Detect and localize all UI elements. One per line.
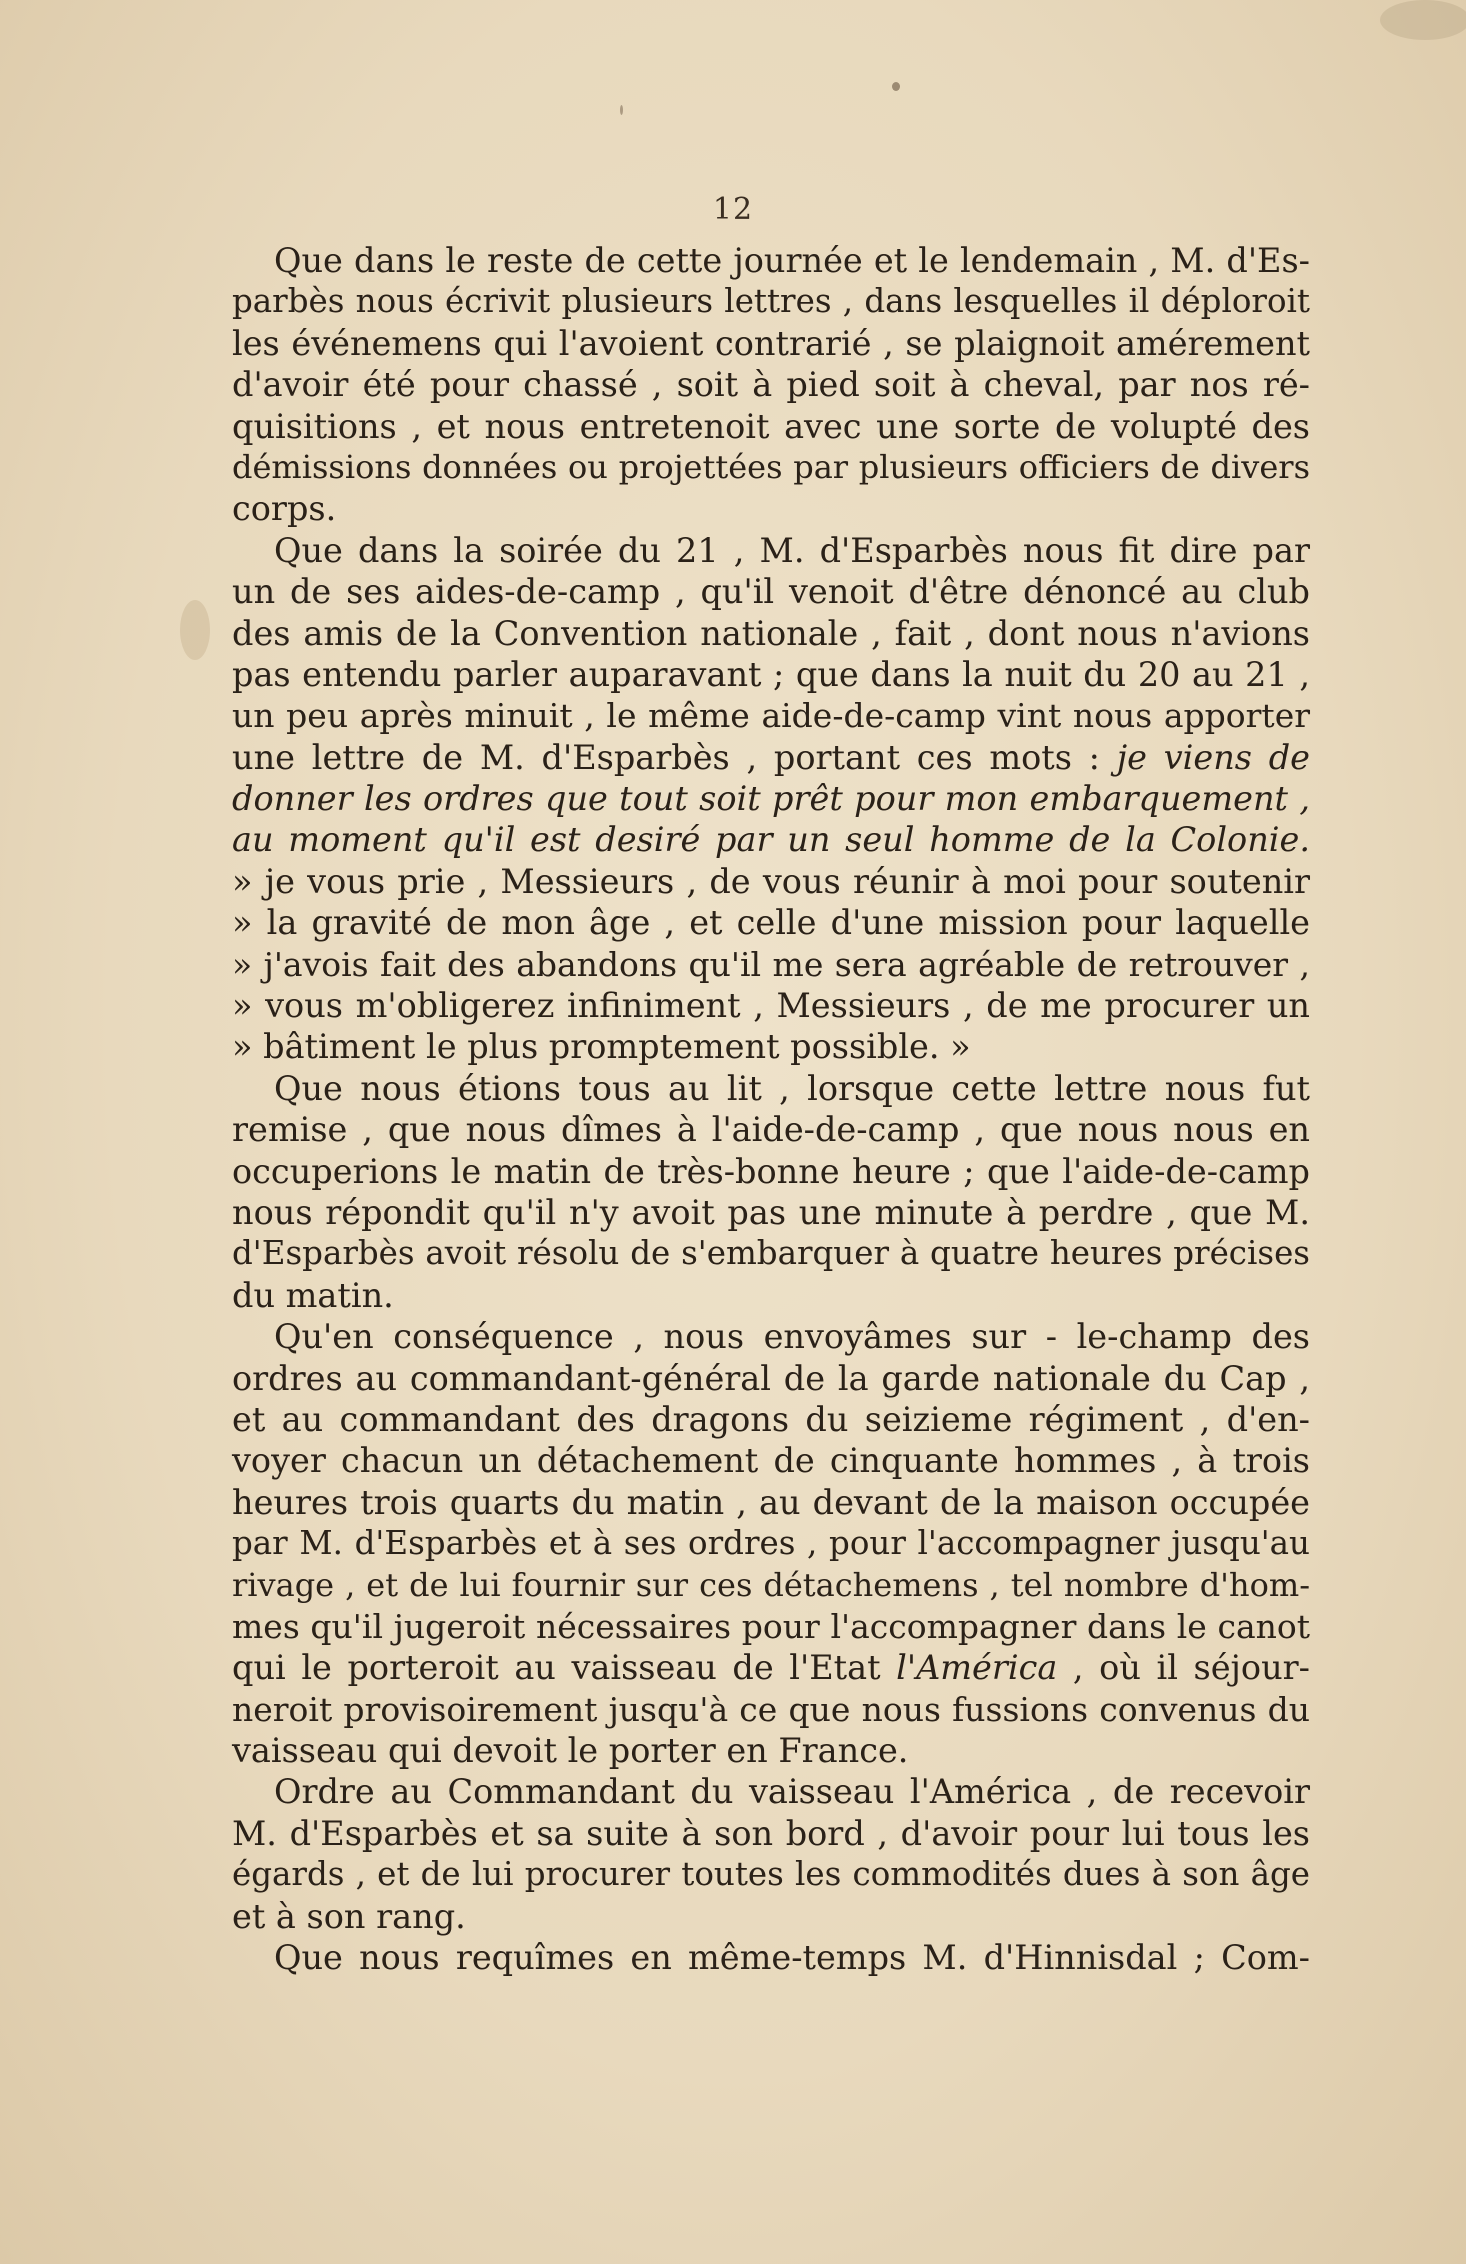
- line-text: et au commandant des dragons du seizieme régiment , d'en-: [232, 1399, 1310, 1439]
- paper-stain: [180, 600, 210, 660]
- text-line: [232, 613, 1310, 654]
- text-line: [232, 944, 1310, 985]
- line-text: Que dans la soirée du 21 , M. d'Esparbès nous fit dire par: [274, 530, 1310, 570]
- text-line: [232, 1896, 1310, 1937]
- line-italic-text: l'América: [896, 1648, 1058, 1688]
- line-text: qui le porteroit au vaisseau de l'Etat: [232, 1648, 881, 1688]
- text-line: [232, 1689, 1310, 1730]
- line-text: » bâtiment le plus promptement possible. »: [232, 1027, 971, 1067]
- text-line: [232, 1233, 1310, 1274]
- line-text: et à son rang.: [232, 1896, 466, 1936]
- line-text: un de ses aides-de-camp , qu'il venoit d'être dénoncé au club: [232, 572, 1310, 612]
- line-text: des amis de la Convention nationale , fait , dont nous n'avions: [232, 613, 1310, 653]
- text-line: [232, 281, 1310, 322]
- text-line: [232, 861, 1310, 902]
- line-text: démissions données ou projettées par plusieurs officiers de divers: [232, 447, 1310, 486]
- line-text: du matin.: [232, 1275, 394, 1315]
- line-text: Que dans le reste de cette journée et le lendemain , M. d'Es-: [274, 241, 1310, 280]
- paper-stain: [892, 82, 900, 91]
- text-line: [232, 1440, 1310, 1481]
- text-line: [232, 406, 1310, 447]
- line-text-after: , où il séjour-: [1072, 1648, 1310, 1688]
- text-line: [232, 571, 1310, 612]
- line-text: remise , que nous dîmes à l'aide-de-camp , que nous nous en: [232, 1110, 1310, 1150]
- text-line: [232, 778, 1310, 819]
- text-line: [232, 902, 1310, 943]
- body-text: [232, 240, 1310, 1978]
- text-line: [232, 1606, 1310, 1647]
- line-text: voyer chacun un détachement de cinquante hommes , à trois: [232, 1441, 1310, 1481]
- line-text: Qu'en conséquence , nous envoyâmes sur - le-champ des: [274, 1317, 1310, 1357]
- line-text: corps.: [232, 489, 337, 529]
- text-line: [232, 1565, 1310, 1606]
- line-italic-text: donner les ordres que tout soit prêt pour mon embarquement ,: [232, 779, 1310, 819]
- line-text: un peu après minuit , le même aide-de-camp vint nous apporter: [232, 696, 1310, 736]
- text-line: [232, 695, 1310, 736]
- line-text: Ordre au Commandant du vaisseau l'América , de recevoir: [274, 1772, 1310, 1812]
- page-number: 12: [712, 192, 754, 227]
- text-line: [232, 323, 1310, 364]
- line-text: pas entendu parler auparavant ; que dans la nuit du 20 au 21 ,: [232, 654, 1310, 694]
- line-text: Que nous requîmes en même-temps M. d'Hinnisdal ; Com-: [274, 1938, 1310, 1978]
- line-text: parbès nous écrivit plusieurs lettres , dans lesquelles il déploroit: [232, 282, 1310, 321]
- text-line: [232, 488, 1310, 529]
- text-line: [232, 1647, 1310, 1688]
- line-text: rivage , et de lui fournir sur ces détachemens , tel nombre d'hom-: [232, 1565, 1310, 1604]
- text-line: [232, 1771, 1310, 1812]
- line-italic-text: je viens de: [1116, 737, 1310, 777]
- paper-stain: [620, 105, 623, 115]
- text-line: [232, 1068, 1310, 1109]
- text-line: [232, 364, 1310, 405]
- line-text: par M. d'Esparbès et à ses ordres , pour l'accompagner jusqu'au: [232, 1524, 1310, 1563]
- text-line: [232, 1358, 1310, 1399]
- line-text: » vous m'obligerez infiniment , Messieurs , de me procurer un: [232, 986, 1310, 1026]
- line-text: d'avoir été pour chassé , soit à pied soit à cheval, par nos ré-: [232, 365, 1310, 405]
- text-line: [232, 1854, 1310, 1895]
- line-text: les événemens qui l'avoient contrarié , se plaignoit amérement: [232, 323, 1310, 363]
- text-line: [232, 240, 1310, 281]
- line-text: mes qu'il jugeroit nécessaires pour l'accompagner dans le canot: [232, 1606, 1310, 1646]
- text-line: [232, 447, 1310, 488]
- text-line: [232, 1482, 1310, 1523]
- line-text: occuperions le matin de très-bonne heure ; que l'aide-de-camp: [232, 1151, 1310, 1191]
- text-line: [232, 1316, 1310, 1357]
- line-text: une lettre de M. d'Esparbès , portant ces mots :: [232, 737, 1100, 777]
- line-italic-text: au moment qu'il est desiré par un seul homme de la Colonie.: [232, 820, 1310, 860]
- line-text: d'Esparbès avoit résolu de s'embarquer à quatre heures précises: [232, 1234, 1310, 1273]
- line-text: Que nous étions tous au lit , lorsque cette lettre nous fut: [274, 1068, 1310, 1108]
- text-line: [232, 1523, 1310, 1564]
- line-text: vaisseau qui devoit le porter en France.: [232, 1731, 909, 1771]
- line-text: M. d'Esparbès et sa suite à son bord , d'avoir pour lui tous les: [232, 1813, 1310, 1853]
- text-line: [232, 1151, 1310, 1192]
- line-text: neroit provisoirement jusqu'à ce que nous fussions convenus du: [232, 1689, 1310, 1729]
- paper-stain: [1380, 0, 1466, 40]
- line-text: » je vous prie , Messieurs , de vous réunir à moi pour soutenir: [232, 861, 1310, 901]
- text-line: [232, 1026, 1310, 1067]
- text-line: [232, 819, 1310, 860]
- line-text: » la gravité de mon âge , et celle d'une mission pour laquelle: [232, 903, 1310, 943]
- line-text: ordres au commandant-général de la garde nationale du Cap ,: [232, 1358, 1310, 1398]
- text-line: [232, 1275, 1310, 1316]
- text-line: [232, 1192, 1310, 1233]
- text-line: [232, 737, 1310, 778]
- line-text: heures trois quarts du matin , au devant de la maison occupée: [232, 1482, 1310, 1522]
- line-text: nous répondit qu'il n'y avoit pas une minute à perdre , que M.: [232, 1192, 1310, 1232]
- line-text: quisitions , et nous entretenoit avec une sorte de volupté des: [232, 406, 1310, 446]
- line-text: » j'avois fait des abandons qu'il me sera agréable de retrouver ,: [232, 944, 1310, 984]
- text-line: [232, 1730, 1310, 1771]
- text-line: [232, 1937, 1310, 1978]
- text-line: [232, 530, 1310, 571]
- text-line: [232, 654, 1310, 695]
- text-line: [232, 1399, 1310, 1440]
- line-text: égards , et de lui procurer toutes les commodités dues à son âge: [232, 1855, 1310, 1894]
- text-line: [232, 985, 1310, 1026]
- text-line: [232, 1109, 1310, 1150]
- text-line: [232, 1813, 1310, 1854]
